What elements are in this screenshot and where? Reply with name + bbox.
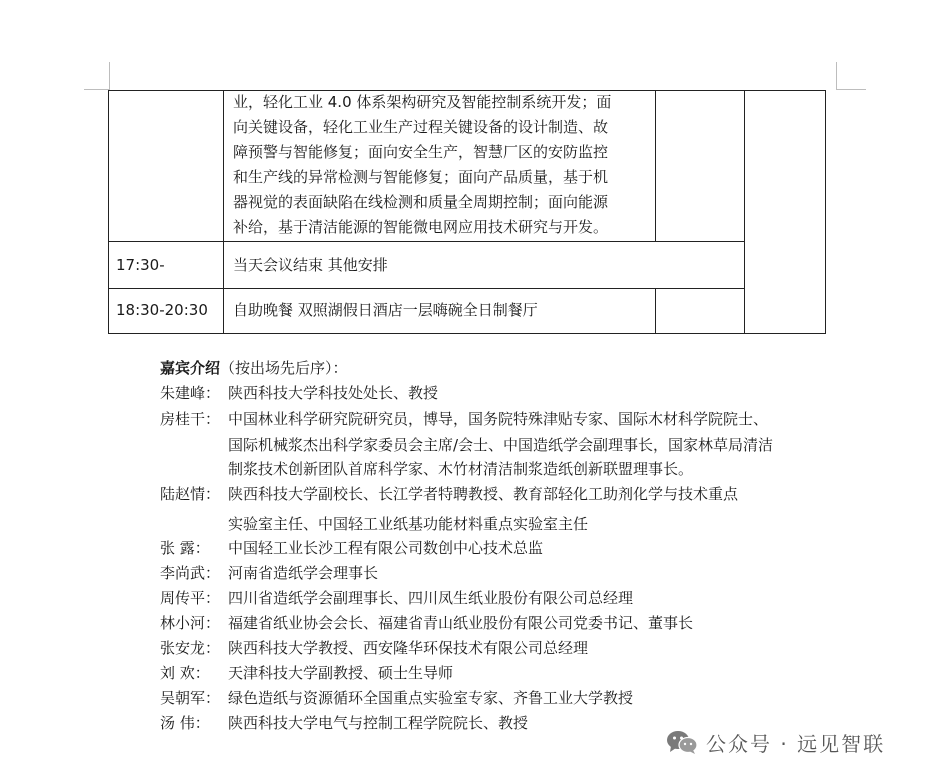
table-border: [108, 288, 745, 289]
guest-row: [160, 562, 378, 584]
guest-row: [160, 408, 768, 430]
guest-row: [160, 712, 528, 734]
table-border: [825, 90, 826, 333]
crop-mark: [109, 62, 110, 90]
guest-name: 陆赵情：: [160, 485, 221, 503]
guest-title: 中国轻工业长沙工程有限公司数创中心技术总监: [228, 539, 544, 557]
guest-title: 福建省纸业协会会长、福建省青山纸业股份有限公司党委书记、董事长: [228, 614, 694, 632]
description-line: 器视觉的表面缺陷在线检测和质量全周期控制；面向能源: [233, 193, 609, 211]
table-border: [223, 90, 224, 333]
guest-title: 中国林业科学研究院研究员，博导，国务院特殊津贴专家、国际木材科学院院士、: [228, 410, 769, 428]
guest-title: 陕西科技大学教授、西安隆华环保技术有限公司总经理: [228, 639, 589, 657]
table-content-cell: 自助晚餐 双照湖假日酒店一层嗨碗全日制餐厅: [233, 301, 538, 319]
section-title-note: （按出场先后序）：: [220, 359, 348, 377]
guest-name: 林小河：: [160, 614, 221, 632]
table-time-cell: 18:30-20:30: [116, 301, 208, 319]
guest-row: [160, 483, 738, 505]
guest-row: [160, 537, 543, 559]
guest-name: 张安龙：: [160, 639, 221, 657]
description-line: 向关键设备，轻化工业生产过程关键设备的设计制造、故: [233, 118, 609, 136]
table-border: [108, 333, 826, 334]
table-border: [108, 241, 745, 242]
guest-row: [160, 687, 633, 709]
table-content-cell: 当天会议结束 其他安排: [233, 256, 388, 274]
wechat-icon: [666, 729, 698, 755]
guest-title-continued: 实验室主任、中国轻工业纸基功能材料重点实验室主任: [228, 515, 589, 533]
description-line: 补给，基于清洁能源的智能微电网应用技术研究与开发。: [233, 218, 609, 236]
section-title: [160, 357, 348, 379]
watermark: [666, 726, 885, 758]
table-border: [655, 90, 656, 242]
guest-name: 张 露：: [160, 539, 210, 557]
crop-mark: [836, 62, 837, 90]
guest-title: 陕西科技大学科技处处长、教授: [228, 384, 439, 402]
guest-title: 陕西科技大学电气与控制工程学院院长、教授: [228, 714, 529, 732]
crop-mark: [84, 89, 110, 90]
guest-row: [160, 612, 693, 634]
description-line: 和生产线的异常检测与智能修复；面向产品质量，基于机: [233, 168, 609, 186]
guest-title: 陕西科技大学副校长、长江学者特聘教授、教育部轻化工助剂化学与技术重点: [228, 485, 739, 503]
guest-row: [160, 637, 588, 659]
guest-name: 刘 欢：: [160, 664, 210, 682]
table-border: [108, 90, 109, 333]
description-line: 障预警与智能修复；面向安全生产，智慧厂区的安防监控: [233, 143, 609, 161]
guest-name: 吴朝军：: [160, 689, 221, 707]
guest-name: 房桂干：: [160, 410, 221, 428]
table-border: [655, 288, 656, 333]
guest-title-continued: 制浆技术创新团队首席科学家、木竹材清洁制浆造纸创新联盟理事长。: [228, 460, 694, 478]
crop-mark: [836, 89, 866, 90]
guest-title: 河南省造纸学会理事长: [228, 564, 379, 582]
table-time-cell: 17:30-: [116, 256, 165, 274]
guest-name: 汤 伟：: [160, 714, 210, 732]
description-line: 业，轻化工业 4.0 体系架构研究及智能控制系统开发；面: [233, 93, 612, 111]
guest-title: 天津科技大学副教授、硕士生导师: [228, 664, 454, 682]
guest-row: [160, 587, 633, 609]
guest-row: [160, 662, 453, 684]
guest-title: 绿色造纸与资源循环全国重点实验室专家、齐鲁工业大学教授: [228, 689, 634, 707]
section-title-bold: 嘉宾介绍: [160, 359, 221, 377]
guest-title-continued: 国际机械浆杰出科学家委员会主席/会士、中国造纸学会副理事长，国家林草局清洁: [228, 436, 774, 454]
guest-title: 四川省造纸学会副理事长、四川凤生纸业股份有限公司总经理: [228, 589, 634, 607]
guest-row: [160, 382, 438, 404]
table-border: [744, 90, 745, 333]
guest-name: 朱建峰：: [160, 384, 221, 402]
table-description-cell: [233, 90, 653, 240]
watermark-text: 公众号 · 远见智联: [706, 731, 886, 756]
guest-name: 周传平：: [160, 589, 221, 607]
guest-name: 李尚武：: [160, 564, 221, 582]
